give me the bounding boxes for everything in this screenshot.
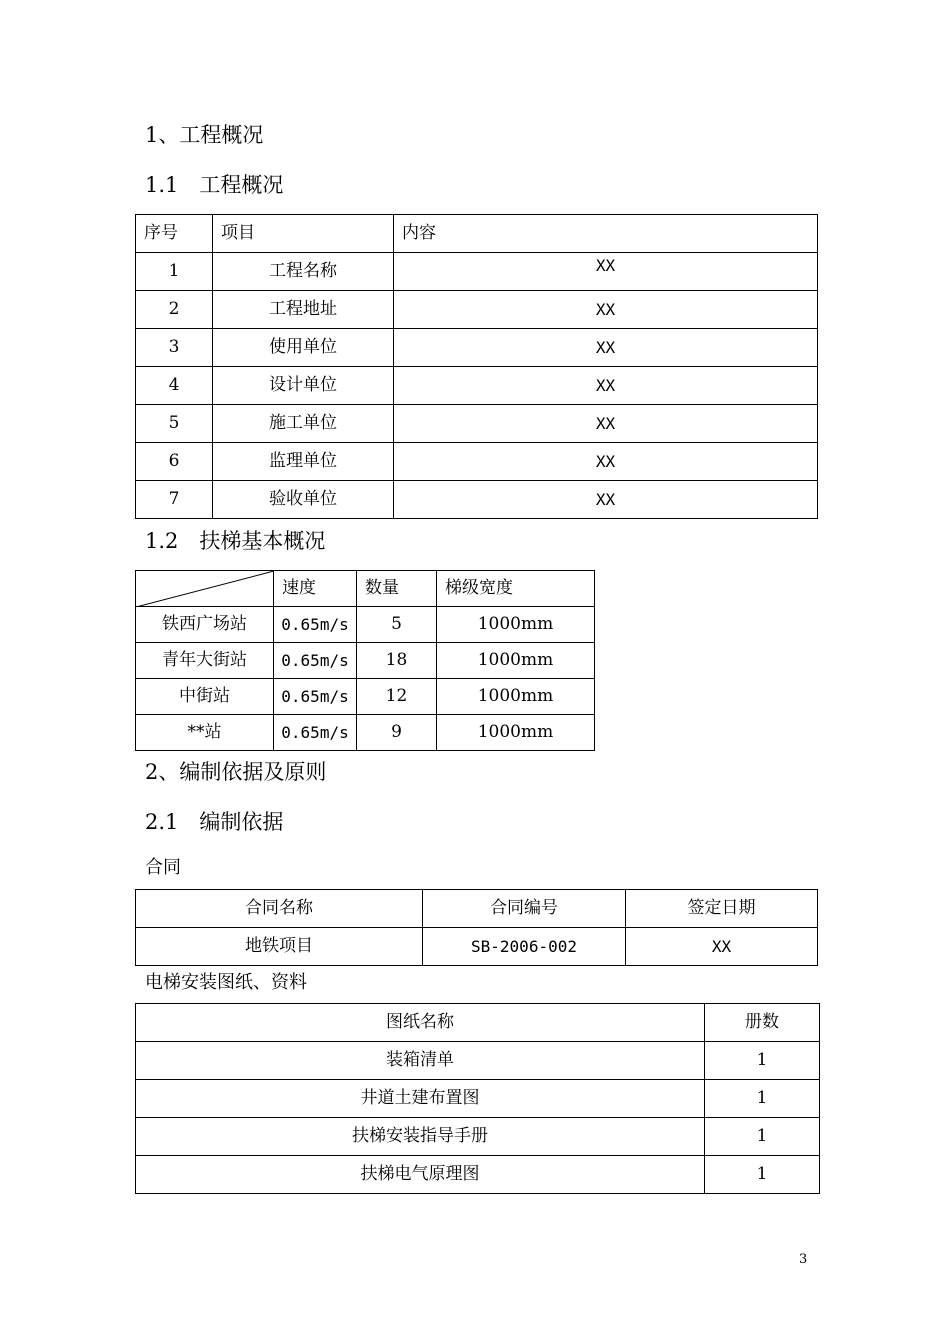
drawing-name-cell: 扶梯电气原理图 — [136, 1156, 705, 1194]
station-cell: 青年大街站 — [136, 643, 274, 679]
step-width-cell: 1000mm — [437, 643, 595, 679]
index-cell: 1 — [136, 253, 213, 291]
header-cell: 合同编号 — [423, 890, 626, 928]
section-2-heading: 2、编制依据及原则 — [145, 760, 327, 784]
table-row — [136, 715, 595, 751]
table-row — [136, 643, 595, 679]
table-header-row — [136, 571, 595, 607]
speed-cell: 0.65m/s — [274, 643, 357, 679]
contract-number-cell: SB-2006-002 — [423, 928, 626, 966]
speed-cell: 0.65m/s — [274, 607, 357, 643]
header-cell: 合同名称 — [136, 890, 423, 928]
content-cell: XX — [394, 291, 818, 329]
station-cell: 中街站 — [136, 679, 274, 715]
table-row — [136, 1118, 820, 1156]
volume-count-cell: 1 — [705, 1080, 820, 1118]
table-header-row — [136, 215, 818, 253]
table-header-row — [136, 1004, 820, 1042]
header-cell: 数量 — [357, 571, 437, 607]
section-1-heading: 1、工程概况 — [145, 123, 264, 147]
volume-count-cell: 1 — [705, 1042, 820, 1080]
index-cell: 4 — [136, 367, 213, 405]
table-row — [136, 1156, 820, 1194]
project-overview-table — [135, 214, 818, 519]
index-cell: 2 — [136, 291, 213, 329]
header-cell: 梯级宽度 — [437, 571, 595, 607]
quantity-cell: 18 — [357, 643, 437, 679]
item-cell: 监理单位 — [213, 443, 394, 481]
index-cell: 5 — [136, 405, 213, 443]
content-cell: XX — [394, 329, 818, 367]
content-cell: XX — [394, 405, 818, 443]
index-cell: 6 — [136, 443, 213, 481]
header-cell: 序号 — [136, 215, 213, 253]
table-row — [136, 1042, 820, 1080]
step-width-cell: 1000mm — [437, 679, 595, 715]
table-row — [136, 928, 818, 966]
drawings-table — [135, 1003, 820, 1194]
header-cell: 内容 — [394, 215, 818, 253]
table-row — [136, 607, 595, 643]
diagonal-corner-cell — [136, 571, 274, 607]
sign-date-cell: XX — [626, 928, 818, 966]
volume-count-cell: 1 — [705, 1118, 820, 1156]
content-cell: XX — [394, 443, 818, 481]
table-row — [136, 329, 818, 367]
table-row — [136, 1080, 820, 1118]
item-cell: 设计单位 — [213, 367, 394, 405]
drawing-name-cell: 井道土建布置图 — [136, 1080, 705, 1118]
step-width-cell: 1000mm — [437, 607, 595, 643]
contract-caption: 合同 — [145, 857, 181, 878]
index-cell: 3 — [136, 329, 213, 367]
diagonal-line — [136, 571, 274, 607]
station-cell: 铁西广场站 — [136, 607, 274, 643]
contract-name-cell: 地铁项目 — [136, 928, 423, 966]
header-cell: 签定日期 — [626, 890, 818, 928]
item-cell: 工程地址 — [213, 291, 394, 329]
header-cell: 项目 — [213, 215, 394, 253]
content-cell: XX — [394, 481, 818, 519]
speed-cell: 0.65m/s — [274, 715, 357, 751]
section-1-1-heading: 1.1 工程概况 — [145, 173, 284, 197]
drawing-name-cell: 装箱清单 — [136, 1042, 705, 1080]
escalator-overview-table — [135, 570, 595, 751]
speed-cell: 0.65m/s — [274, 679, 357, 715]
table-row — [136, 443, 818, 481]
quantity-cell: 12 — [357, 679, 437, 715]
item-cell: 工程名称 — [213, 253, 394, 291]
volume-count-cell: 1 — [705, 1156, 820, 1194]
content-cell: XX — [394, 253, 818, 291]
header-cell: 速度 — [274, 571, 357, 607]
section-1-2-heading: 1.2 扶梯基本概况 — [145, 529, 326, 553]
table-row — [136, 253, 818, 291]
page-number: 3 — [799, 1252, 808, 1267]
content-cell: XX — [394, 367, 818, 405]
table-row — [136, 481, 818, 519]
station-cell: **站 — [136, 715, 274, 751]
contract-table — [135, 889, 818, 966]
drawings-caption: 电梯安装图纸、资料 — [145, 972, 307, 993]
index-cell: 7 — [136, 481, 213, 519]
item-cell: 使用单位 — [213, 329, 394, 367]
step-width-cell: 1000mm — [437, 715, 595, 751]
header-cell: 册数 — [705, 1004, 820, 1042]
table-row — [136, 367, 818, 405]
quantity-cell: 9 — [357, 715, 437, 751]
header-cell: 图纸名称 — [136, 1004, 705, 1042]
table-row — [136, 679, 595, 715]
quantity-cell: 5 — [357, 607, 437, 643]
table-row — [136, 291, 818, 329]
item-cell: 验收单位 — [213, 481, 394, 519]
table-header-row — [136, 890, 818, 928]
table-row — [136, 405, 818, 443]
drawing-name-cell: 扶梯安装指导手册 — [136, 1118, 705, 1156]
item-cell: 施工单位 — [213, 405, 394, 443]
section-2-1-heading: 2.1 编制依据 — [145, 810, 284, 834]
